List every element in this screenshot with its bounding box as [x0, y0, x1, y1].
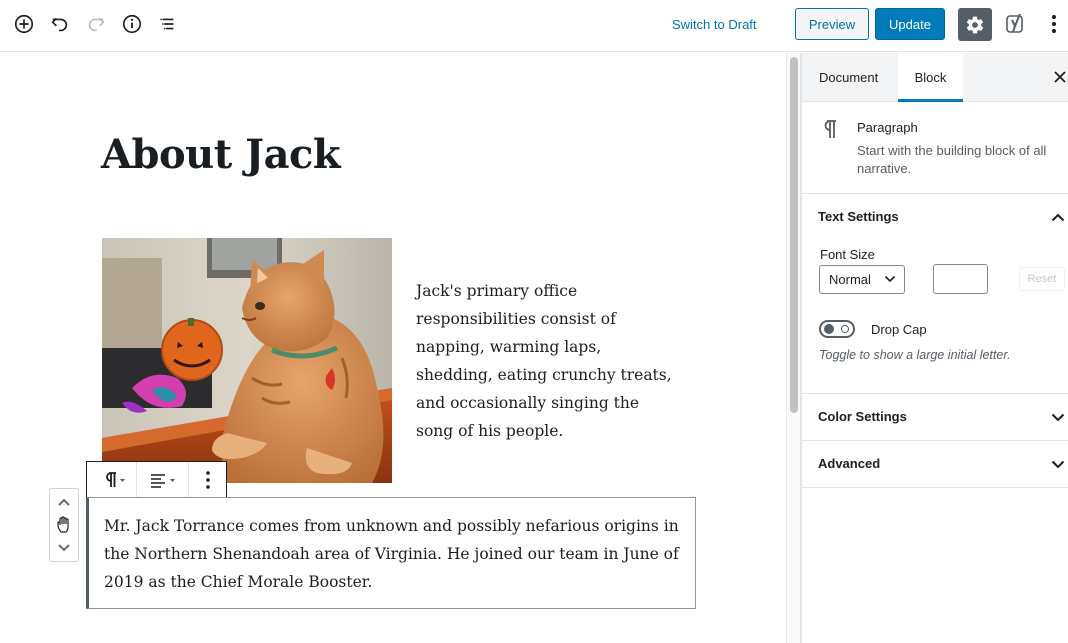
- undo-icon[interactable]: [48, 12, 72, 36]
- drop-cap-toggle[interactable]: [819, 320, 855, 338]
- block-more-button[interactable]: [189, 462, 226, 497]
- yoast-seo-button[interactable]: [1002, 10, 1030, 38]
- gear-icon: [965, 15, 985, 35]
- paragraph-text[interactable]: Mr. Jack Torrance comes from unknown and possibly nefarious origins in the Northern Shenandoah area of Virginia. He joined our team in June of 2019 as the Chief Morale Booster.: [104, 517, 679, 591]
- image-block[interactable]: [102, 238, 392, 483]
- scrollbar-thumb[interactable]: [790, 57, 798, 413]
- chevron-down-icon: [1050, 409, 1066, 425]
- advanced-title: Advanced: [818, 456, 881, 471]
- editor-header: [0, 0, 1068, 52]
- yoast-icon: [1004, 12, 1028, 36]
- info-icon[interactable]: [120, 12, 144, 36]
- block-card-title: Paragraph: [857, 120, 918, 135]
- drag-handle-icon: [55, 516, 73, 534]
- redo-icon[interactable]: [84, 12, 108, 36]
- outline-icon[interactable]: [156, 12, 180, 36]
- font-size-value: Normal: [829, 272, 871, 287]
- block-card: [802, 102, 1068, 194]
- block-type-switcher[interactable]: [87, 462, 137, 497]
- text-settings-toggle[interactable]: [802, 194, 1068, 240]
- preview-button[interactable]: Preview: [795, 8, 869, 40]
- block-toolbar: [86, 461, 227, 498]
- more-vertical-icon: [1051, 14, 1057, 34]
- align-button[interactable]: [137, 462, 189, 497]
- paragraph-block[interactable]: [86, 497, 696, 609]
- text-settings-panel: [802, 194, 1068, 394]
- drop-cap-help: Toggle to show a large initial letter.: [819, 348, 1011, 362]
- more-menu-button[interactable]: [1044, 12, 1064, 36]
- chevron-up-icon: [1050, 209, 1066, 225]
- move-up-button[interactable]: [50, 491, 78, 513]
- chevron-down-icon: [1050, 456, 1066, 472]
- move-down-button[interactable]: [50, 537, 78, 559]
- close-sidebar-button[interactable]: [1052, 69, 1068, 85]
- drag-handle[interactable]: [50, 514, 78, 536]
- more-vertical-icon: [205, 470, 211, 490]
- sidebar-tabs: [802, 53, 1068, 102]
- editor-scrollbar[interactable]: [786, 53, 801, 643]
- post-title[interactable]: About Jack: [101, 131, 341, 178]
- editor-canvas: [0, 53, 786, 643]
- add-block-icon[interactable]: [12, 12, 36, 36]
- chevron-down-icon: [57, 543, 71, 553]
- settings-sidebar: [801, 53, 1068, 643]
- image-caption-text[interactable]: Jack's primary office responsibilities consist of napping, warming laps, shedding, eating crunchy treats, and occasionally singing the song of his people.: [416, 282, 672, 440]
- color-settings-title: Color Settings: [818, 409, 907, 424]
- switch-to-draft-button[interactable]: Switch to Draft: [672, 17, 757, 32]
- align-left-icon: [147, 471, 179, 489]
- advanced-panel[interactable]: [802, 441, 1068, 488]
- tab-block[interactable]: Block: [898, 53, 963, 102]
- text-settings-title: Text Settings: [818, 209, 899, 224]
- toggle-off-indicator: [841, 325, 849, 333]
- font-size-select[interactable]: [819, 265, 905, 294]
- custom-font-size-input[interactable]: [933, 264, 988, 294]
- settings-button[interactable]: [958, 8, 992, 41]
- toggle-knob: [824, 324, 834, 334]
- cat-photo: [102, 238, 392, 483]
- tab-document[interactable]: Document: [819, 70, 879, 85]
- drop-cap-label[interactable]: Drop Cap: [871, 322, 927, 337]
- paragraph-icon: [99, 471, 125, 489]
- reset-font-size-button[interactable]: Reset: [1019, 267, 1065, 291]
- chevron-down-icon: [884, 274, 896, 284]
- font-size-label: Font Size: [820, 247, 875, 262]
- update-button[interactable]: Update: [875, 8, 945, 40]
- block-mover: [49, 488, 79, 562]
- chevron-up-icon: [57, 497, 71, 507]
- color-settings-panel[interactable]: [802, 394, 1068, 441]
- close-icon: [1054, 71, 1066, 83]
- block-card-description: Start with the building block of all narrative.: [857, 143, 1047, 176]
- paragraph-icon: [822, 118, 840, 145]
